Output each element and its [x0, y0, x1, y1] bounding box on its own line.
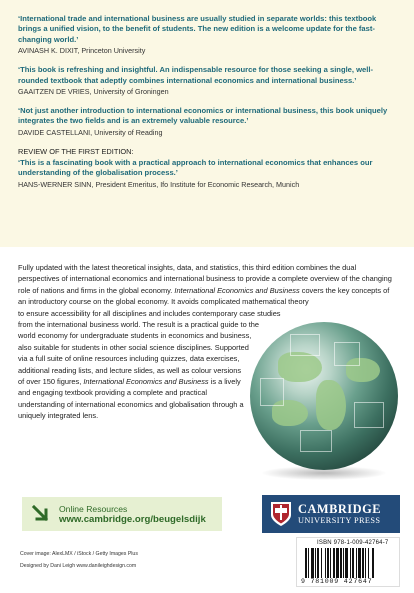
quote-affiliation: , University of Reading	[90, 127, 163, 137]
quote-text: ‘This book is refreshing and insightful. An indispensable resource for those seeking a single, well-rounded textbook that adeptly combines international economics and international business.’	[18, 65, 374, 85]
book-title-italic: International Economics and Business	[174, 285, 300, 295]
blurb-text: is a lively and engaging textbook providing a complete and practical understanding of international economics and globalisation through a uniquely integrated lens.	[18, 377, 244, 421]
quote-affiliation: , Princeton University	[77, 46, 146, 56]
publisher-press: UNIVERSITY PRESS	[298, 515, 381, 525]
first-edition-review	[18, 158, 396, 190]
isbn-label: ISBN 978-1-009-42764-7	[317, 540, 389, 546]
quote-attribution	[18, 46, 396, 56]
barcode	[296, 537, 400, 587]
quote-attribution	[18, 180, 396, 190]
blurb-text: covers the key concepts of an introductory course on the global economy. It avoids complicated mathematical theory to ensure accessibility for all disciplines and includes contemporary case studies from the international business world. The result is a practical guide to the world economy for undergraduate students in economics and business, also suitable for students in other social science disciplines. Supported via a full suite of online resources including quizzes, data exercises, additional reading lists, and lecture slides, as well as colour versions of over 150 figures,	[18, 285, 390, 387]
blurb-text: Fully updated with the latest theoretical insights, data, and statistics, this third edition combines the dual perspectives of international economics and international business to provide a complete overview of the changing role of nations and firms in the global economy.	[18, 263, 392, 295]
globe-image	[250, 322, 398, 470]
quote-attribution	[18, 87, 396, 97]
designer-credit: Designed by Dani Leigh www.danileighdesign.com	[20, 563, 137, 569]
quote-author: DAVIDE CASTELLANI	[18, 127, 91, 137]
book-title-italic: International Economics and Business	[83, 377, 209, 387]
quote-affiliation: , President Emeritus, Ifo Institute for Economic Research, Munich	[91, 179, 300, 189]
praise-quote	[18, 14, 396, 56]
quote-affiliation: , University of Groningen	[89, 87, 169, 97]
quote-text: ‘Not just another introduction to international economics or international business, this book uniquely integrates the two fields and is an extremely valuable resource.’	[18, 106, 388, 126]
praise-quote	[18, 65, 396, 97]
cover-image-credit: Cover image: AlexLMX / iStock / Getty Images Plus	[20, 551, 138, 557]
review-heading: REVIEW OF THE FIRST EDITION:	[18, 146, 134, 156]
publisher-name: CAMBRIDGE	[298, 501, 381, 516]
quote-text: ‘International trade and international business are usually studied in separate worlds: this textbook brings a unified vision, to the benefit of students. The new edition is a welcome update for the fast-changing world.’	[18, 14, 377, 44]
publisher-logo	[262, 495, 400, 533]
online-resources-banner[interactable]	[22, 497, 222, 531]
quote-author: AVINASH K. DIXIT	[18, 46, 78, 56]
quote-attribution	[18, 128, 396, 138]
cover-credits	[20, 548, 138, 572]
quote-author: HANS-WERNER SINN	[18, 179, 92, 189]
quote-text: ‘This is a fascinating book with a practical approach to international economics that enhances our understanding of the globalisation process.’	[18, 157, 373, 178]
online-resources-url[interactable]: www.cambridge.org/beugelsdijk	[59, 513, 206, 525]
praise-section	[0, 0, 414, 247]
shield-icon	[270, 501, 292, 527]
online-resources-title: Online Resources	[59, 503, 128, 514]
isbn-digits: 9 781009 427647	[301, 578, 373, 585]
barcode-bars	[305, 548, 393, 578]
quote-author: GAAITZEN DE VRIES	[18, 87, 90, 97]
arrow-icon	[30, 503, 52, 525]
praise-quote	[18, 106, 396, 138]
